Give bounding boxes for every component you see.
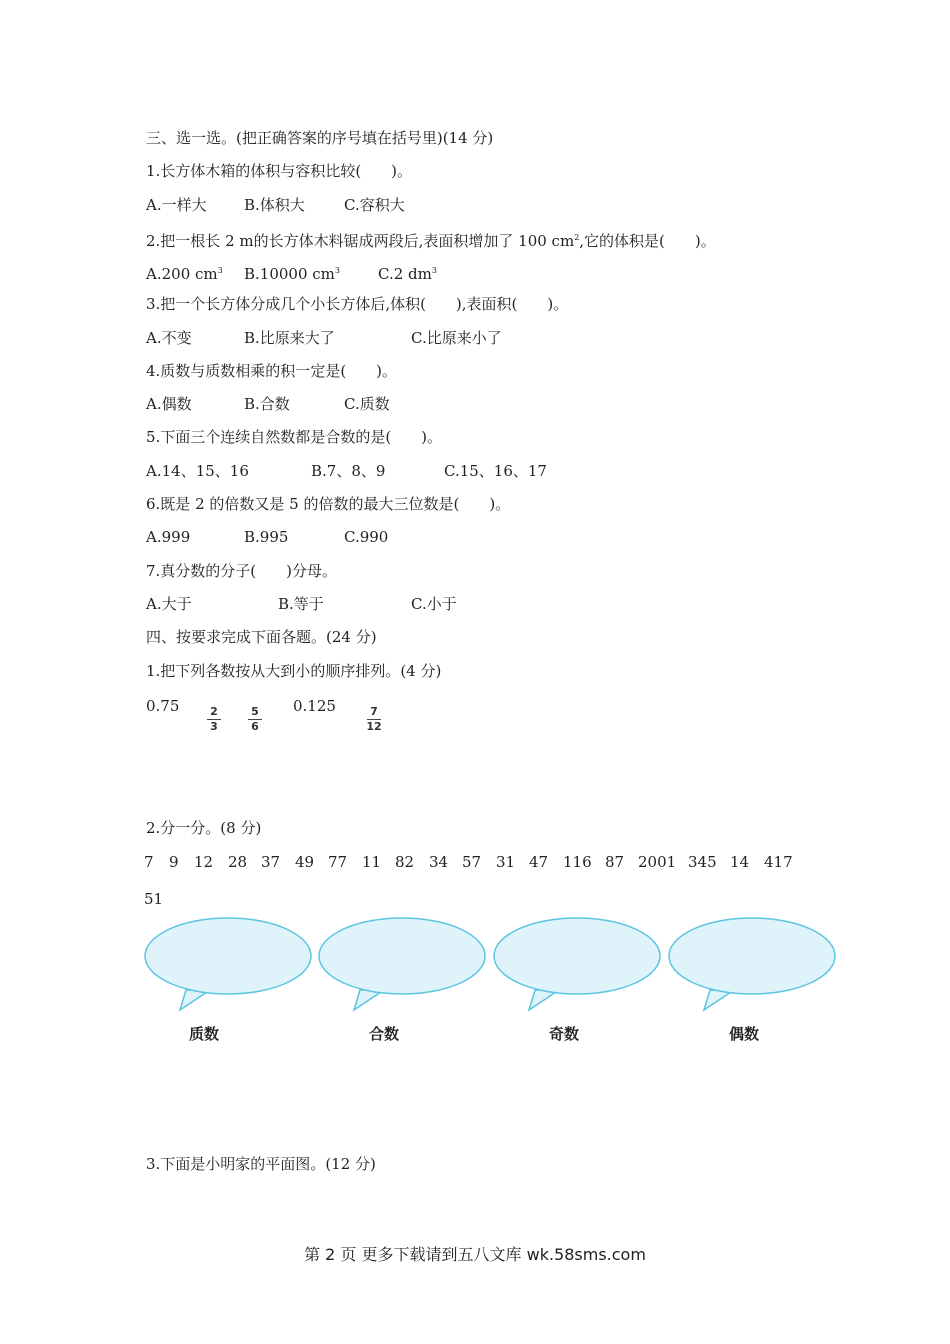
fraction: 2 3	[204, 706, 224, 726]
option-c: C.比原来小了	[411, 329, 502, 347]
question-1: 1.长方体木箱的体积与容积比较( )。	[146, 162, 413, 180]
value-decimal: 0.75	[146, 697, 180, 715]
option-b: B.合数	[244, 395, 290, 413]
option-a: A.200 $cm^3$	[146, 265, 223, 283]
label-odd: 奇数	[548, 1025, 579, 1043]
q3-title: 3.下面是小明家的平面图。(12 分)	[146, 1155, 376, 1173]
number: 77	[328, 853, 348, 871]
number: 417	[764, 853, 793, 871]
option-b: B.10000 $cm^3$	[244, 265, 340, 283]
fraction: 7 12	[366, 705, 382, 733]
number: 9	[169, 853, 179, 871]
number: 2001	[638, 853, 677, 871]
number: 116	[563, 853, 592, 871]
number: 31	[496, 853, 516, 871]
number: 49	[295, 853, 315, 871]
option-c: C.2 $dm^3$	[378, 265, 437, 283]
option-a: A.偶数	[146, 395, 192, 413]
option-a: A.999	[146, 528, 191, 546]
option-c: C.990	[344, 528, 389, 546]
option-c: C.15、16、17	[444, 462, 547, 480]
option-b: B.995	[244, 528, 289, 546]
option-b: B.等于	[278, 595, 324, 613]
fraction: 5 6	[245, 706, 265, 726]
number: 51	[144, 890, 164, 908]
number: 7	[144, 853, 154, 871]
option-a: A.一样大	[146, 196, 207, 214]
option-a: A.14、15、16	[146, 462, 249, 480]
option-b: B.7、8、9	[311, 462, 386, 480]
option-c: C.小于	[411, 595, 457, 613]
number: 87	[605, 853, 625, 871]
number: 37	[261, 853, 281, 871]
question-2: 2.把一根长 2 m的长方体木料锯成两段后,表面积增加了 100 $cm^2$,它的体积是( )。	[146, 232, 716, 250]
question-7: 7.真分数的分子( )分母。	[146, 562, 338, 580]
section4-heading: 四、按要求完成下面各题。(24 分)	[146, 628, 377, 646]
question-5: 5.下面三个连续自然数都是合数的是( )。	[146, 428, 443, 446]
option-a: A.大于	[146, 595, 192, 613]
option-b: B.体积大	[244, 196, 305, 214]
option-a: A.不变	[146, 329, 192, 347]
section3-heading: 三、选一选。(把正确答案的序号填在括号里)(14 分)	[146, 129, 494, 147]
option-b: B.比原来大了	[244, 329, 335, 347]
question-6: 6.既是 2 的倍数又是 5 的倍数的最大三位数是( )。	[146, 495, 511, 513]
question-3: 3.把一个长方体分成几个小长方体后,体积( ),表面积( )。	[146, 295, 569, 313]
q1-title: 1.把下列各数按从大到小的顺序排列。(4 分)	[146, 662, 442, 680]
value-decimal: 0.125	[293, 697, 336, 715]
label-prime: 质数	[188, 1025, 219, 1043]
option-c: C.质数	[344, 395, 390, 413]
number: 12	[194, 853, 214, 871]
number: 345	[688, 853, 717, 871]
number: 47	[529, 853, 549, 871]
number: 34	[429, 853, 449, 871]
label-composite: 合数	[368, 1025, 399, 1043]
page-footer: 第 2 页 更多下载请到五八文库 wk.58sms.com	[304, 1245, 646, 1264]
number: 28	[228, 853, 248, 871]
number: 14	[730, 853, 750, 871]
number: 11	[362, 853, 382, 871]
number: 57	[462, 853, 482, 871]
option-c: C.容积大	[344, 196, 405, 214]
q2-title: 2.分一分。(8 分)	[146, 819, 262, 837]
number: 82	[395, 853, 415, 871]
label-even: 偶数	[728, 1025, 759, 1043]
question-4: 4.质数与质数相乘的积一定是( )。	[146, 362, 398, 380]
